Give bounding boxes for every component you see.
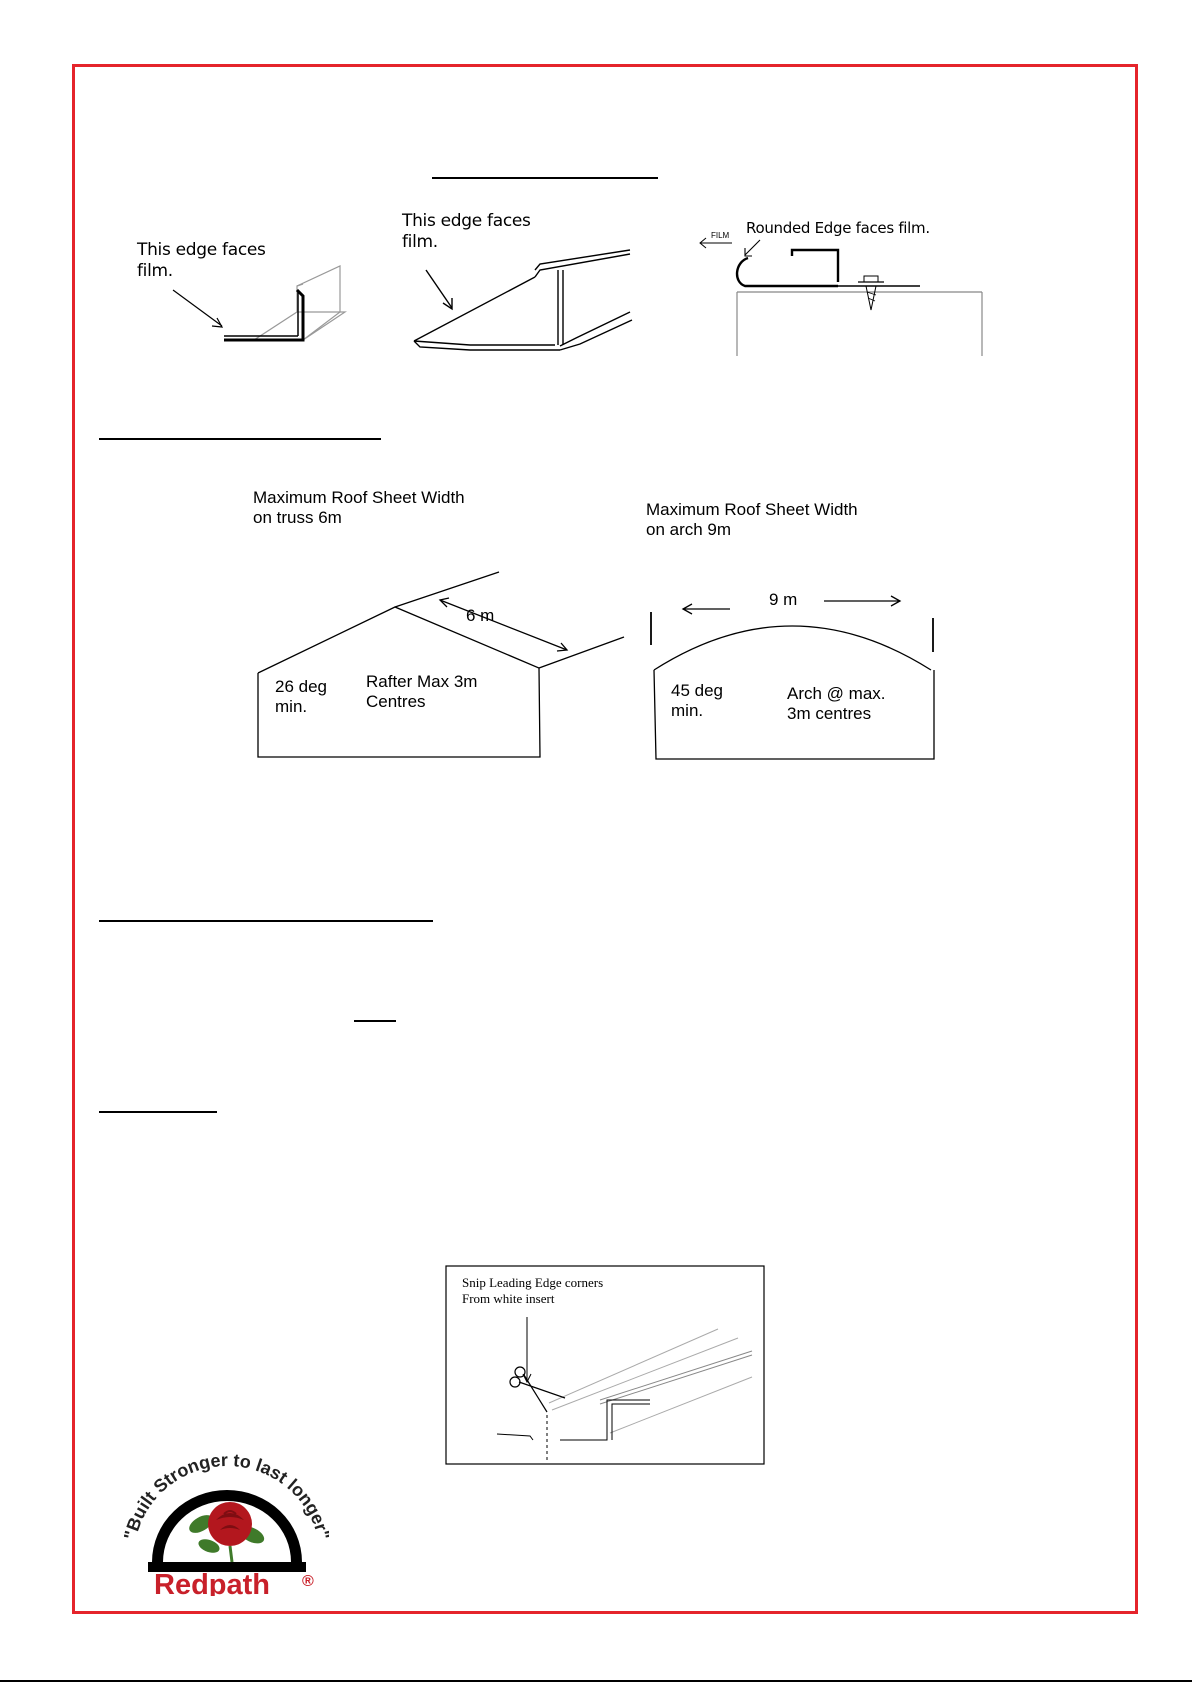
logo-slogan: Built Stronger to last longe [124,1450,329,1534]
truss-dimension: 6 m [466,606,495,625]
arch-caption: Maximum Roof Sheet Width on arch 9m [646,500,858,539]
angle-profile-label: This edge faces film. [137,240,266,281]
film-small-label: FILM [711,231,730,240]
footer-rule [0,1680,1192,1682]
truss-rafter: Rafter Max 3m Centres [366,672,478,711]
arch-dimension: 9 m [769,590,798,609]
redpath-logo [124,1450,329,1596]
logo-brand: Redpath [154,1569,270,1596]
h-profile-label: This edge faces film. [402,211,531,252]
truss-angle: 26 deg min. [275,677,327,716]
logo-registered-mark: ® [302,1573,314,1590]
truss-caption: Maximum Roof Sheet Width on truss 6m [253,488,465,527]
rose-icon [186,1502,266,1562]
arch-angle: 45 deg min. [671,681,723,720]
logo-graphic [124,1450,329,1596]
scissors-icon [510,1367,565,1412]
snip-caption: Snip Leading Edge corners From white insert [462,1275,604,1306]
arch-spacing: Arch @ max. 3m centres [787,684,886,723]
rounded-edge-label: Rounded Edge faces film. [746,219,930,237]
